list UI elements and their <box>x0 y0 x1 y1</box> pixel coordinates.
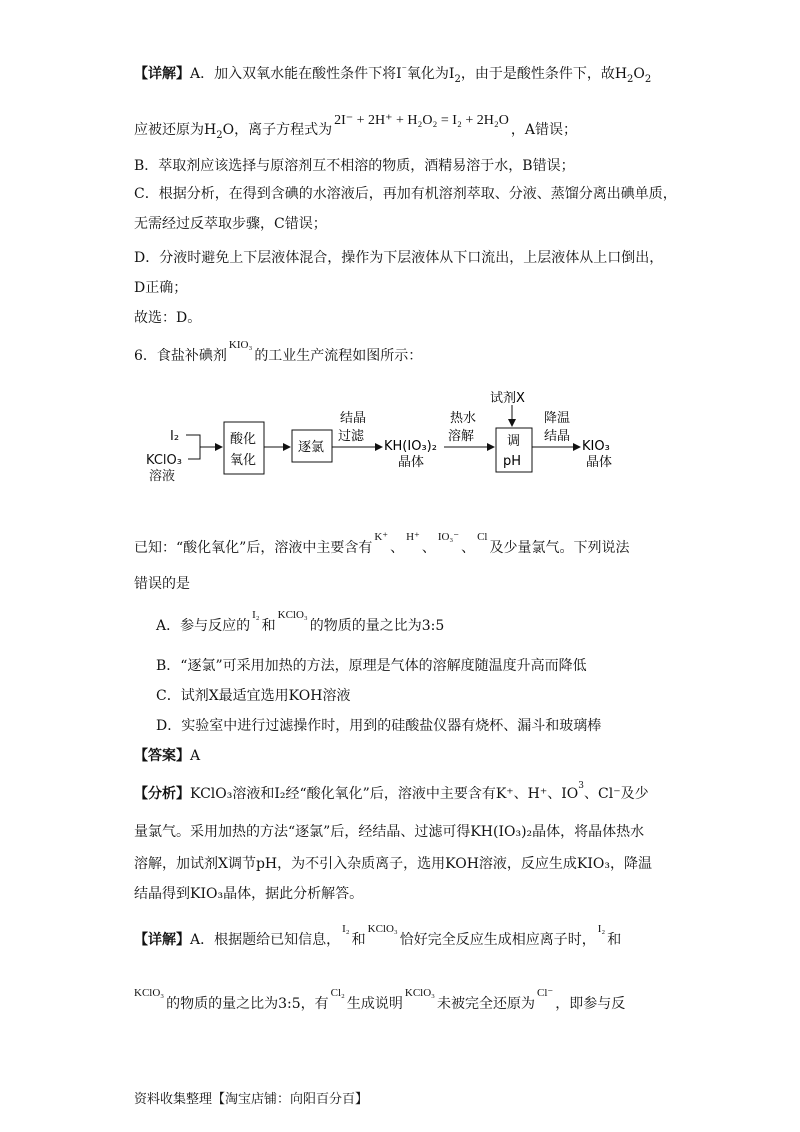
input-bracket <box>186 435 200 459</box>
formula-i2: I₂ <box>252 609 260 621</box>
arrow2-top-label: 热水 <box>450 411 477 426</box>
formula-kclo3: KClO₃ <box>277 609 308 621</box>
intermediate-crystal: 晶体 <box>398 455 425 470</box>
analysis-line2: 量氯气。采用加热的方法“逐氯”后，经结晶、过滤可得KH(IO₃)₂晶体，将晶体热水 <box>134 824 645 840</box>
explain1-line1: 【详解】A．加入双氧水能在酸性条件下将I⁻氧化为$I_2$，由于是酸性条件下，故$H_2O_2$ <box>134 64 652 85</box>
analysis-tag: 【分析】 <box>134 786 190 802</box>
explain1-line5: 无需经过反萃取步骤，C错误； <box>134 216 327 232</box>
intermediate-formula: KH(IO₃)₂ <box>384 439 437 454</box>
explain2-line2: $^{KClO_3}$的物质的量之比为3:5，有$^{Cl_2}$生成说明$^{KClO_3}$未被完全还原为$^{Cl^-}$，即参与反 <box>134 987 626 1012</box>
explain1-line8: 故选：D。 <box>134 310 202 326</box>
arrow1-top-label: 结晶 <box>340 411 367 426</box>
option-b: B．“逐氯”可采用加热的方法，原理是气体的溶解度随温度升高而降低 <box>156 658 587 674</box>
explain1-line3: B．萃取剂应该选择与原溶剂互不相溶的物质，酒精易溶于水，B错误； <box>134 158 575 174</box>
explain1-line4: C．根据分析，在得到含碘的水溶液后，再加有机溶剂萃取、分液、蒸馏分离出碘单质， <box>134 186 677 202</box>
formula-kio3: KIO₃ <box>228 339 253 351</box>
formula-cl2: Cl₂ <box>330 987 345 999</box>
arrow2-bottom-label: 溶解 <box>448 429 475 444</box>
explain1-line2: 应被还原为$H_2O$，离子方程式为2I⁻ + 2H⁺ + H₂O₂ = I₂ + 2H₂O，A错误； <box>134 113 577 141</box>
output-crystal: 晶体 <box>586 455 613 470</box>
analysis-line3: 溶解，加试剂X调节pH，为不引入杂质离子，选用KOH溶液，反应生成KIO₃，降温 <box>134 856 652 872</box>
analysis-line4: 结晶得到KIO₃晶体，据此分析解答。 <box>134 886 364 902</box>
formula-kclo3-a: KClO₃ <box>367 923 398 935</box>
formula-i2-b: I₂ <box>597 923 606 935</box>
answer-tag: 【答案】 <box>134 748 190 764</box>
detail-tag-2: 【详解】 <box>134 932 190 948</box>
formula-cl-ion: Cl⁻ <box>537 987 554 999</box>
detail-tag: 【详解】 <box>134 66 190 82</box>
box-acidify-label1: 酸化 <box>230 432 257 447</box>
input-solution: 溶液 <box>149 469 176 484</box>
option-a: A．参与反应的$^{I_2}$和$^{KClO_3}$的物质的量之比为3:5 <box>156 609 445 634</box>
ion-equation: 2I⁻ + 2H⁺ + H₂O₂ = I₂ + 2H₂O <box>334 113 509 128</box>
footer-source: 资料收集整理【淘宝店铺：向阳百分百】 <box>134 1092 369 1107</box>
box-acidify-label2: 氧化 <box>230 453 257 468</box>
known-conditions-end: 错误的是 <box>134 576 190 592</box>
known-conditions: 已知：“酸化氧化”后，溶液中主要含有$^{K^+}$、$^{H^+}$、$^{IO_3^-}$、$^{Cl}$及少量氯气。下列说法 <box>134 531 630 556</box>
ion-io3: IO₃⁻ <box>437 531 460 543</box>
question6-stem: 6．食盐补碘剂$^{KIO_3}$的工业生产流程如图所示： <box>134 339 423 364</box>
answer-value: A <box>190 748 201 764</box>
flow-diagram <box>0 388 800 498</box>
arrow3-top-label: 降温 <box>544 411 571 426</box>
explain2-line1: 【详解】A．根据题给已知信息，$^{I_2}$和$^{KClO_3}$恰好完全反应生成相应离子时，$^{I_2}$和 <box>134 923 622 948</box>
analysis-line1: 【分析】KClO₃溶液和I₂经“酸化氧化”后，溶液中主要含有K⁺、H⁺、$IO^3$、Cl⁻及少 <box>134 781 649 802</box>
ion-k: K⁺ <box>374 531 389 543</box>
option-d: D．实验室中进行过滤操作时，用到的硅酸盐仪器有烧杯、漏斗和玻璃棒 <box>156 718 602 734</box>
explain1-line6: D．分液时避免上下层液体混合，操作为下层液体从下口流出，上层液体从上口倒出， <box>134 250 664 266</box>
ion-cl: Cl <box>477 531 488 543</box>
arrow3-bottom-label: 结晶 <box>544 429 571 444</box>
answer-line <box>134 746 200 766</box>
input-kclo3: KClO₃ <box>146 453 182 468</box>
formula-i2-a: I₂ <box>342 923 350 935</box>
arrow1-bottom-label: 过滤 <box>338 429 365 444</box>
formula-kclo3-c: KClO₃ <box>404 987 436 999</box>
reagent-x-label: 试剂X <box>490 391 525 406</box>
explain1-line7: D正确； <box>134 280 188 296</box>
box-adjust-ph-label1: 调 <box>507 434 521 449</box>
option-c: C．试剂X最适宜选用KOH溶液 <box>156 688 351 704</box>
box-adjust-ph-label2: pH <box>503 454 522 469</box>
box-dechlorinate-label: 逐氯 <box>298 440 325 455</box>
input-i2: I₂ <box>170 429 180 444</box>
ion-h: H⁺ <box>406 531 420 543</box>
formula-kclo3-b: KClO₃ <box>134 987 165 999</box>
output-formula: KIO₃ <box>582 439 610 454</box>
